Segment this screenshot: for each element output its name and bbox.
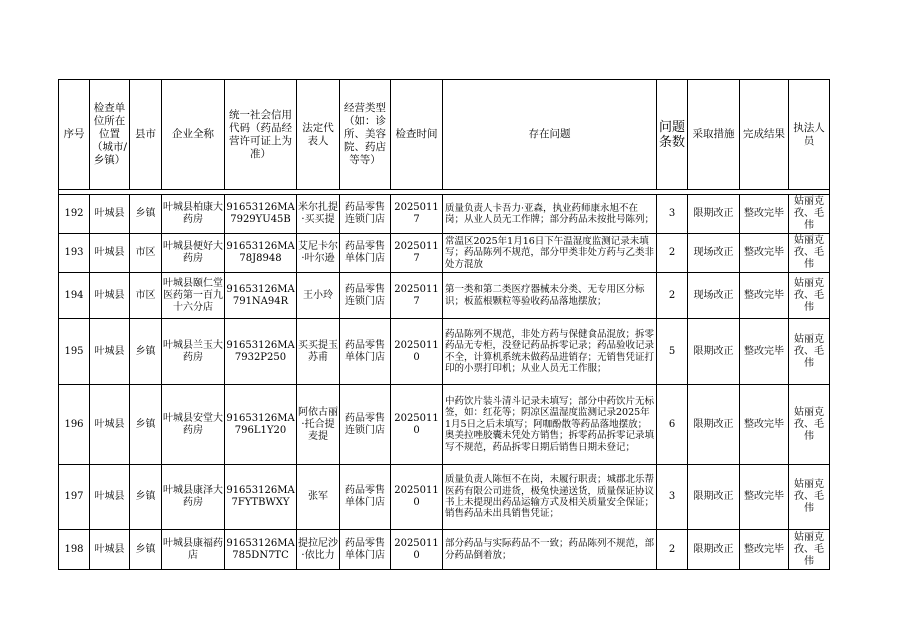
header-measures: 采取措施: [688, 80, 740, 190]
table-row: [59, 195, 830, 234]
cell-county: 乡镇: [130, 385, 162, 465]
cell-check-time: 20250117: [391, 195, 443, 234]
cell-business-type: 药品零售单体门店: [340, 465, 391, 530]
cell-issues: 药品陈列不规范，非处方药与保健食品混放；拆零药品无专柜，没登记药品拆零记录；药品验收记录不全，计算机系统未做药品进销存；无销售凭证打印的小票打印机；从业人员无工作服；: [443, 319, 657, 385]
cell-seq: 198: [59, 530, 90, 570]
cell-check-time: 20250117: [391, 234, 443, 273]
cell-credit-code: 91653126MA7932P250: [225, 319, 297, 385]
table-row: [59, 385, 830, 465]
cell-location: 叶城县: [90, 234, 130, 273]
table-row: [59, 465, 830, 530]
cell-enterprise: 叶城县颐仁堂医药第一百九十六分店: [162, 273, 225, 319]
header-enterprise: 企业全称: [162, 80, 225, 190]
table-row: [59, 319, 830, 385]
cell-county: 市区: [130, 234, 162, 273]
cell-seq: 194: [59, 273, 90, 319]
cell-officers: 姑丽克孜、毛伟: [789, 319, 830, 385]
cell-issue-count: 6: [657, 385, 688, 465]
cell-enterprise: 叶城县便好大药房: [162, 234, 225, 273]
cell-officers: 姑丽克孜、毛伟: [789, 530, 830, 570]
cell-result: 整改完毕: [740, 195, 789, 234]
cell-location: 叶城县: [90, 530, 130, 570]
cell-check-time: 20250110: [391, 319, 443, 385]
cell-location: 叶城县: [90, 465, 130, 530]
cell-issues: 部分药品与实际药品不一致；药品陈列不规范，部分药品倒着放；: [443, 530, 657, 570]
cell-result: 整改完毕: [740, 465, 789, 530]
cell-measures: 限期改正: [688, 195, 740, 234]
cell-seq: 193: [59, 234, 90, 273]
cell-enterprise: 叶城县康福药店: [162, 530, 225, 570]
cell-issue-count: 2: [657, 273, 688, 319]
header-issue-count: 问题条数: [657, 80, 688, 190]
cell-check-time: 20250110: [391, 530, 443, 570]
cell-officers: 姑丽克孜、毛伟: [789, 195, 830, 234]
cell-enterprise: 叶城县安堂大药房: [162, 385, 225, 465]
cell-issue-count: 2: [657, 234, 688, 273]
cell-legal-rep: 米尔扎提·买买提: [297, 195, 340, 234]
cell-result: 整改完毕: [740, 273, 789, 319]
cell-result: 整改完毕: [740, 319, 789, 385]
cell-check-time: 20250117: [391, 273, 443, 319]
cell-measures: 限期改正: [688, 530, 740, 570]
cell-location: 叶城县: [90, 195, 130, 234]
cell-result: 整改完毕: [740, 530, 789, 570]
cell-measures: 现场改正: [688, 234, 740, 273]
cell-measures: 限期改正: [688, 465, 740, 530]
table-row: [59, 234, 830, 273]
cell-credit-code: 91653126MA796L1Y20: [225, 385, 297, 465]
cell-officers: 姑丽克孜、毛伟: [789, 234, 830, 273]
cell-county: 乡镇: [130, 530, 162, 570]
cell-county: 乡镇: [130, 195, 162, 234]
cell-measures: 现场改正: [688, 273, 740, 319]
cell-issue-count: 3: [657, 465, 688, 530]
cell-enterprise: 叶城县康泽大药房: [162, 465, 225, 530]
header-row: [59, 80, 830, 190]
inspection-table: [58, 79, 830, 570]
header-issues: 存在问题: [443, 80, 657, 190]
header-legal-rep: 法定代表人: [297, 80, 340, 190]
cell-credit-code: 91653126MA7FYTBWXY: [225, 465, 297, 530]
header-check-time: 检查时间: [391, 80, 443, 190]
cell-issue-count: 5: [657, 319, 688, 385]
cell-seq: 195: [59, 319, 90, 385]
cell-legal-rep: 张军: [297, 465, 340, 530]
cell-location: 叶城县: [90, 273, 130, 319]
cell-credit-code: 91653126MA7929YU45B: [225, 195, 297, 234]
cell-issues: 质量负责人陈恒不在岗，未履行职责；城郡北乐帮医药有限公司进货，极兔快递送货，质量保证协议书上未提现出药品运输方式及相关质量安全保证；销售药品未出具销售凭证；: [443, 465, 657, 530]
header-officers: 执法人员: [789, 80, 830, 190]
cell-county: 乡镇: [130, 319, 162, 385]
cell-business-type: 药品零售连锁门店: [340, 195, 391, 234]
cell-issues: 第一类和第二类医疗器械未分类、无专用区分标识；板蓝根颗粒等验收药品落地摆放；: [443, 273, 657, 319]
cell-issues: 常温区2025年1月16日下午温湿度监测记录未填写；药品陈列不规范，部分甲类非处方药与乙类非处方混放: [443, 234, 657, 273]
cell-issue-count: 2: [657, 530, 688, 570]
cell-enterprise: 叶城县兰玉大药房: [162, 319, 225, 385]
table-row: [59, 273, 830, 319]
cell-county: 乡镇: [130, 465, 162, 530]
cell-enterprise: 叶城县柏康大药房: [162, 195, 225, 234]
cell-officers: 姑丽克孜、毛伟: [789, 465, 830, 530]
table-row: [59, 530, 830, 570]
header-business-type: 经营类型（如：诊所、美容院、药店等等）: [340, 80, 391, 190]
cell-business-type: 药品零售单体门店: [340, 319, 391, 385]
cell-officers: 姑丽克孜、毛伟: [789, 385, 830, 465]
cell-location: 叶城县: [90, 319, 130, 385]
cell-credit-code: 91653126MA785DN7TC: [225, 530, 297, 570]
cell-legal-rep: 提拉尼沙·依比力: [297, 530, 340, 570]
cell-county: 市区: [130, 273, 162, 319]
cell-measures: 限期改正: [688, 319, 740, 385]
cell-credit-code: 91653126MA78J8948: [225, 234, 297, 273]
header-seq: 序号: [59, 80, 90, 190]
cell-credit-code: 91653126MA791NA94R: [225, 273, 297, 319]
cell-result: 整改完毕: [740, 234, 789, 273]
cell-seq: 192: [59, 195, 90, 234]
cell-issue-count: 3: [657, 195, 688, 234]
cell-business-type: 药品零售连锁门店: [340, 273, 391, 319]
table-body: [59, 195, 830, 570]
cell-check-time: 20250110: [391, 465, 443, 530]
cell-business-type: 药品零售单体门店: [340, 530, 391, 570]
cell-legal-rep: 买买提玉苏甫: [297, 319, 340, 385]
cell-issues: 中药饮片装斗清斗记录未填写；部分中药饮片无标签，如：红花等；阴凉区温湿度监测记录2025年1月5日之后未填写；阿咖酚散等药品落地摆放；奥美拉唑胶囊未凭处方销售；拆零药品拆零记录填写不规范，药品拆零日期后销售日期未登记；: [443, 385, 657, 465]
header-location: 检查单位所在位置（城市/乡镇）: [90, 80, 130, 190]
cell-legal-rep: 阿依古丽·托合提麦提: [297, 385, 340, 465]
cell-location: 叶城县: [90, 385, 130, 465]
cell-issues: 质量负责人卡吾力·亚森，执业药师康永旭不在岗；从业人员无工作牌；部分药品未按批号陈列；: [443, 195, 657, 234]
cell-check-time: 20250110: [391, 385, 443, 465]
cell-seq: 197: [59, 465, 90, 530]
header-result: 完成结果: [740, 80, 789, 190]
cell-legal-rep: 艾尼卡尔·叶尔逊: [297, 234, 340, 273]
cell-measures: 限期改正: [688, 385, 740, 465]
cell-seq: 196: [59, 385, 90, 465]
cell-legal-rep: 王小玲: [297, 273, 340, 319]
cell-result: 整改完毕: [740, 385, 789, 465]
cell-officers: 姑丽克孜、毛伟: [789, 273, 830, 319]
cell-business-type: 药品零售连锁门店: [340, 385, 391, 465]
header-county: 县市: [130, 80, 162, 190]
cell-business-type: 药品零售单体门店: [340, 234, 391, 273]
header-credit-code: 统一社会信用代码（药品经营许可证上为准）: [225, 80, 297, 190]
